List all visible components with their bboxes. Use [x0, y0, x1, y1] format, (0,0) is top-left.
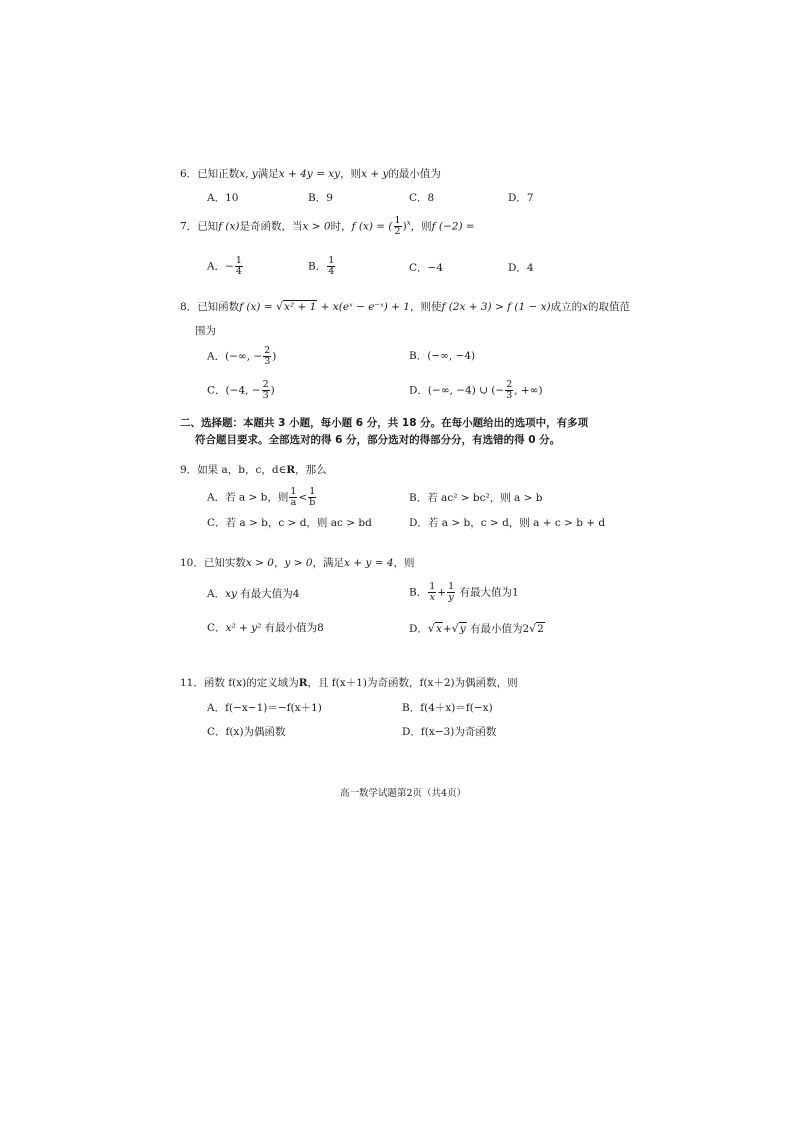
q7-option-b: B． $\frac{1}{4}$ — [308, 255, 335, 277]
q6-target: x + y — [361, 168, 389, 180]
q7-number: 7． — [180, 220, 198, 233]
q7-stem: 7．已知f (x)是奇函数，当x > 0时，f (x) = ( $\frac{1}{2}$ )$^x$，则f (−2) = — [180, 215, 475, 237]
page-footer: 高一数学试题第2页（共4页） — [340, 788, 467, 799]
q8-option-c: C．(−4, − $\frac{2}{3}$ ) — [207, 379, 275, 401]
q10-option-b: B． $\frac{1}{x}+$ $\frac{1}{y}$ 有最大值为1 — [409, 581, 519, 603]
q10-option-d: D．√x+√y 有最小值为2√2 — [409, 622, 544, 635]
section2-instructions-line2: 符合题目要求。全部选对的得 6 分，部分选对的得部分分，有选错的得 0 分。 — [195, 434, 561, 446]
q8-option-a: A．(−∞, − $\frac{2}{3}$ ) — [207, 345, 277, 367]
q9-option-c: C．若 a > b，c > d，则 ac > bd — [207, 517, 372, 529]
q10-number: 10． — [180, 557, 204, 569]
q6-option-c: C．8 — [409, 192, 435, 204]
q6-option-a: A．10 — [207, 192, 239, 204]
q9-option-d: D．若 a > b，c > d，则 a + c > b + d — [409, 517, 606, 529]
q9-option-b: B．若 ac² > bc²，则 a > b — [409, 492, 543, 504]
q6-option-b: B．9 — [308, 192, 333, 204]
q8-sqrt: √x² + 1 — [276, 300, 317, 313]
q9-number: 9． — [180, 464, 198, 476]
q10-option-a: A．xy 有最大值为4 — [207, 588, 300, 600]
q7-half-fraction: $\frac{1}{2}$ — [394, 215, 401, 237]
q11-option-a: A．f(−x−1)＝−f(x＋1) — [207, 702, 322, 714]
q8-stem: 8．已知函数f (x) = √x² + 1 + x(eˣ − e⁻ˣ) + 1，则使f (2x + 3) > f (1 − x)成立的x的取值范 — [180, 300, 631, 313]
section2-instructions-line1: 二、选择题：本题共 3 小题，每小题 6 分，共 18 分。在每小题给出的选项中，有多项 — [180, 417, 589, 429]
q11-stem: 11．函数 f(x)的定义域为R，且 f(x＋1)为奇函数，f(x＋2)为偶函数，则 — [180, 677, 518, 689]
q7-option-c: C．−4 — [409, 262, 444, 274]
q10-stem: 10．已知实数x > 0，y > 0，满足x + y = 4，则 — [180, 557, 415, 569]
q6-number: 6． — [180, 168, 198, 180]
q11-number: 11． — [180, 677, 204, 689]
q9-stem: 9．如果 a，b，c，d∈R，那么 — [180, 464, 327, 476]
q11-option-d: D．f(x−3)为奇函数 — [402, 726, 497, 738]
q11-option-b: B．f(4＋x)＝f(−x) — [402, 702, 493, 714]
q6-stem: 6．已知正数x, y满足x + 4y = xy，则x + y的最小值为 — [180, 168, 441, 180]
q10-option-c: C．x² + y² 有最小值为8 — [207, 622, 324, 634]
q8-stem-cont: 围为 — [195, 325, 216, 337]
q6-vars: x, y — [239, 168, 258, 180]
q6-option-d: D．7 — [508, 192, 534, 204]
q7-option-a: A．− $\frac{1}{4}$ — [207, 255, 242, 277]
q11-option-c: C．f(x)为偶函数 — [207, 726, 286, 738]
q8-option-b: B．(−∞, −4) — [409, 350, 476, 362]
q7-option-d: D．4 — [508, 262, 534, 274]
q9-option-a: A．若 a > b，则 $\frac{1}{a}$ < $\frac{1}{b}$ — [207, 486, 316, 508]
q8-option-d: D．(−∞, −4) ∪ (− $\frac{2}{3}$ , +∞) — [409, 379, 543, 401]
q8-number: 8． — [180, 301, 198, 313]
q6-condition: x + 4y = xy — [278, 168, 341, 180]
